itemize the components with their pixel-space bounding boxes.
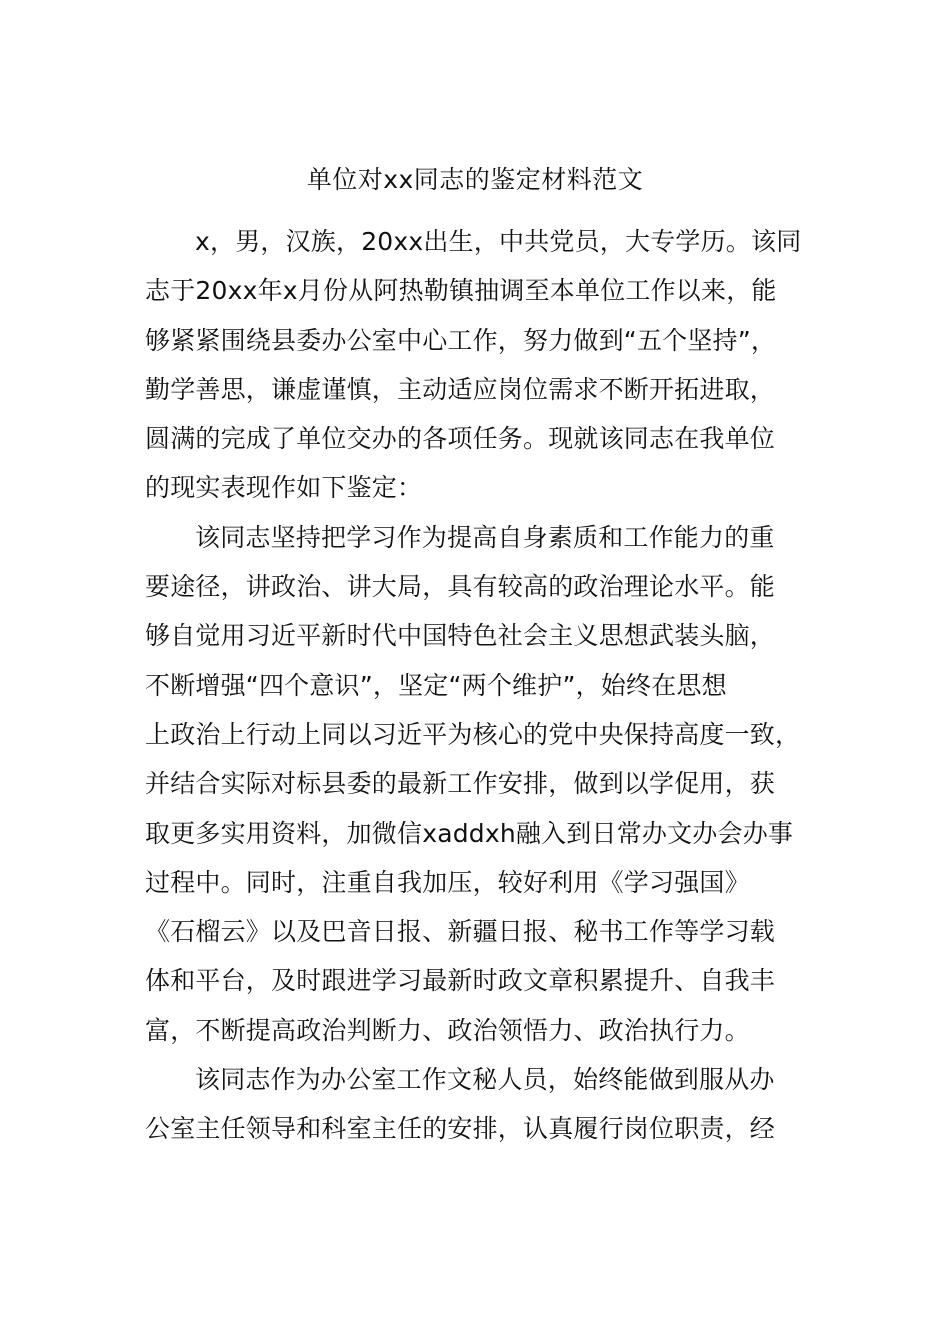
text-line: 公室主任领导和科室主任的安排，认真履行岗位职责，经: [145, 1114, 776, 1144]
text-line: 取更多实用资料，加微信xaddxh融入到日常办文办会办事: [145, 818, 794, 848]
text-line: 志于20xx年x月份从阿热勒镇抽调至本单位工作以来，能: [145, 276, 777, 306]
text-line: 富，不断提高政治判断力、政治领悟力、政治执行力。: [145, 1015, 750, 1045]
text-line: 够自觉用习近平新时代中国特色社会主义思想武装头脑，: [145, 621, 776, 651]
text-line: 够紧紧围绕县委办公室中心工作，努力做到“五个坚持”，: [145, 325, 777, 355]
text-line: 体和平台，及时跟进学习最新时政文章积累提升、自我丰: [145, 966, 776, 996]
document-title: 单位对xx同志的鉴定材料范文: [306, 165, 644, 194]
text-line: 圆满的完成了单位交办的各项任务。现就该同志在我单位: [145, 424, 776, 454]
text-line: 并结合实际对标县委的最新工作安排，做到以学促用，获: [145, 769, 776, 799]
text-line: 勤学善思，谦虚谨慎，主动适应岗位需求不断开拓进取，: [145, 374, 776, 404]
text-line: 要途径，讲政治、讲大局，具有较高的政治理论水平。能: [145, 572, 776, 602]
text-line: 该同志坚持把学习作为提高自身素质和工作能力的重: [195, 522, 775, 552]
document-body: [145, 222, 810, 1159]
text-line: 不断增强“四个意识”，坚定“两个维护”，始终在思想: [145, 670, 727, 700]
text-line: 上政治上行动上同以习近平为核心的党中央保持高度一致，: [145, 719, 801, 749]
text-line: 该同志作为办公室工作文秘人员，始终能做到服从办: [195, 1065, 775, 1095]
text-line: x，男，汉族，20xx出生，中共党员，大专学历。该同: [195, 227, 802, 256]
text-line: 《石榴云》以及巴音日报、新疆日报、秘书工作等学习载: [145, 917, 776, 947]
text-line: 过程中。同时，注重自我加压，较好利用《学习强国》: [145, 867, 750, 897]
text-line: 的现实表现作如下鉴定：: [145, 473, 423, 503]
